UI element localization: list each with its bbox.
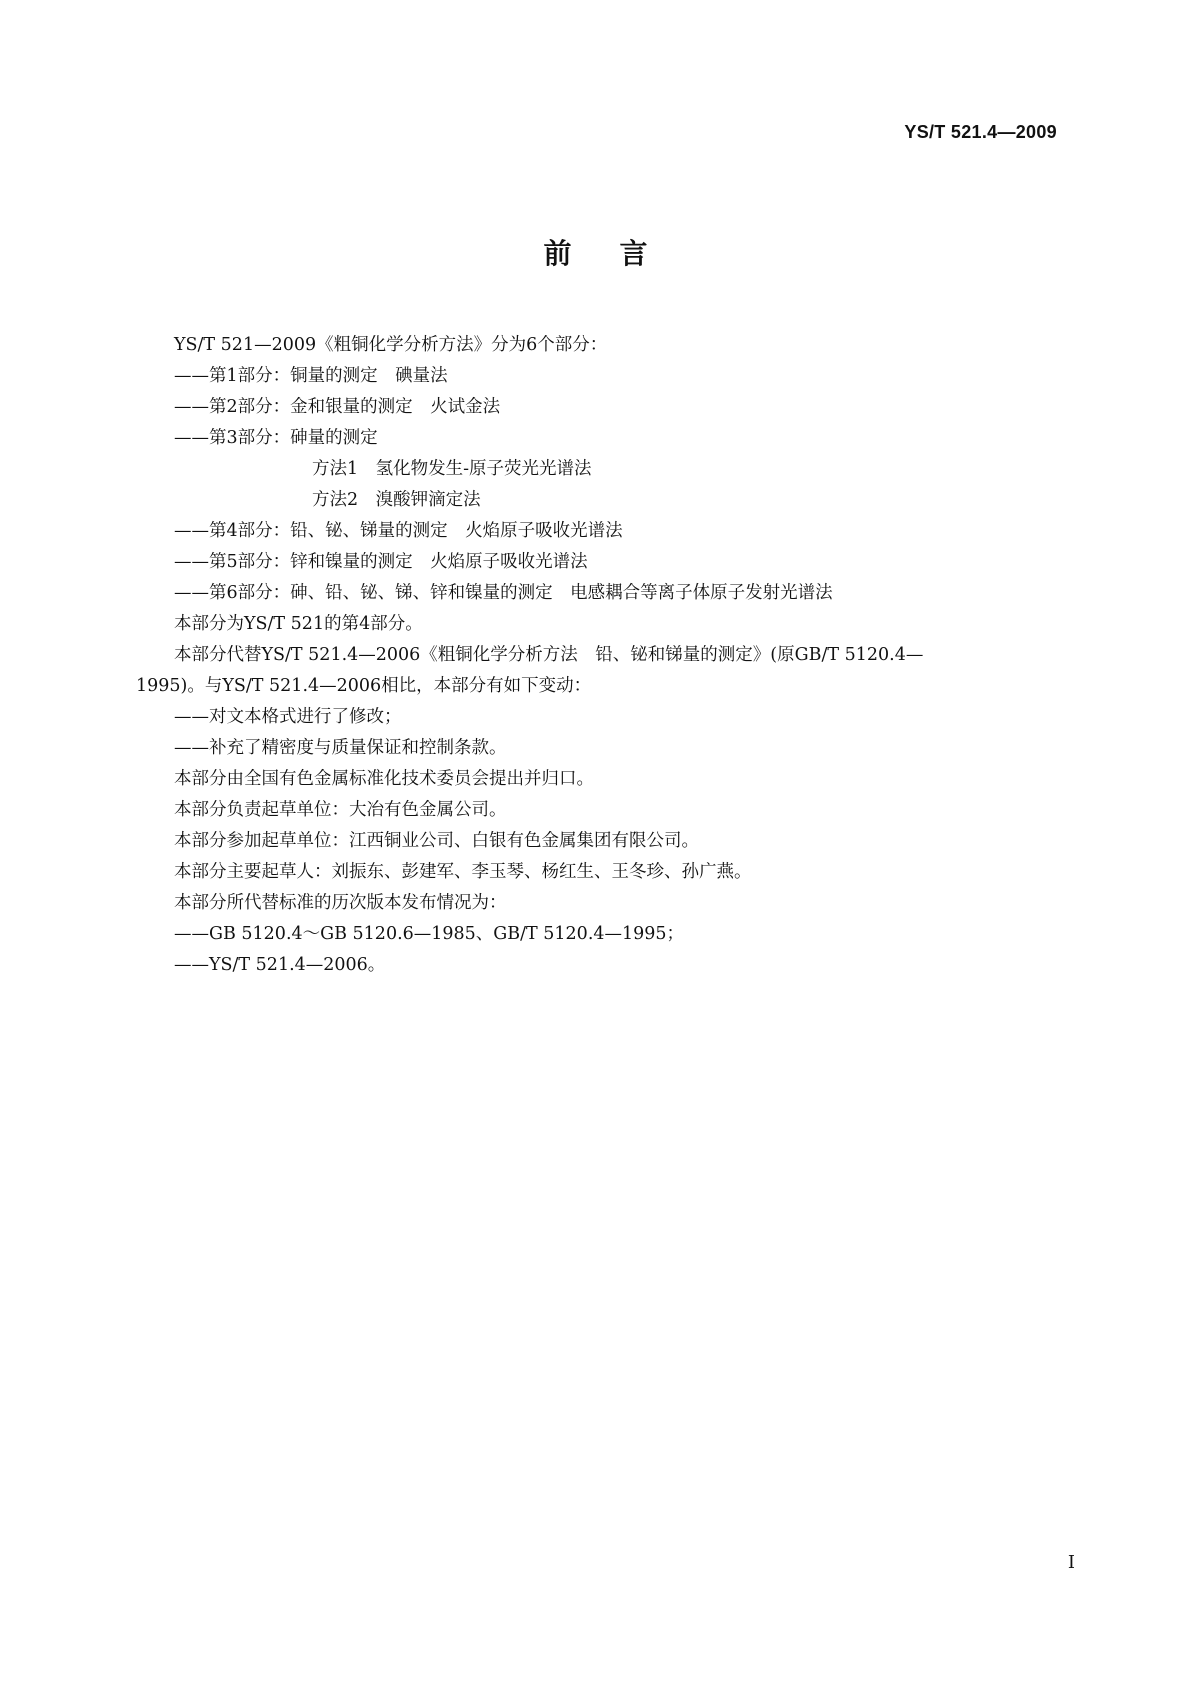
part-item-2: ——第2部分：金和银量的测定 火试金法 [174, 397, 501, 417]
standard-code: YS/T 521.4—2009 [904, 122, 1057, 142]
part3-method-2: 方法2 溴酸钾滴定法 [312, 490, 481, 510]
intro-paragraph: YS/T 521—2009《粗铜化学分析方法》分为6个部分： [174, 335, 608, 355]
drafted-by-paragraph: 本部分负责起草单位：大冶有色金属公司。 [174, 800, 507, 820]
change-item-1: ——对文本格式进行了修改； [174, 707, 402, 727]
this-part-paragraph: 本部分为YS/T 521的第4部分。 [174, 614, 423, 634]
history-intro-paragraph: 本部分所代替标准的历次版本发布情况为： [174, 893, 507, 913]
proposed-by-paragraph: 本部分由全国有色金属标准化技术委员会提出并归口。 [174, 769, 594, 789]
part-item-5: ——第5部分：锌和镍量的测定 火焰原子吸收光谱法 [174, 552, 588, 572]
replaces-paragraph-line2: 1995)。与YS/T 521.4—2006相比，本部分有如下变动： [136, 676, 592, 696]
history-item-2: ——YS/T 521.4—2006。 [174, 955, 386, 975]
history-item-1: ——GB 5120.4～GB 5120.6—1985、GB/T 5120.4—1995； [174, 924, 685, 944]
drafters-paragraph: 本部分主要起草人：刘振东、彭建军、李玉琴、杨红生、王冬珍、孙广燕。 [174, 862, 752, 882]
part-item-1: ——第1部分：铜量的测定 碘量法 [174, 366, 448, 386]
part3-method-1: 方法1 氢化物发生-原子荧光光谱法 [312, 459, 592, 479]
part-item-4: ——第4部分：铅、铋、锑量的测定 火焰原子吸收光谱法 [174, 521, 623, 541]
page-title: 前言 [543, 237, 696, 270]
participating-paragraph: 本部分参加起草单位：江西铜业公司、白银有色金属集团有限公司。 [174, 831, 699, 851]
part-item-6: ——第6部分：砷、铅、铋、锑、锌和镍量的测定 电感耦合等离子体原子发射光谱法 [174, 583, 833, 603]
page-number: I [1067, 1552, 1075, 1573]
foreword-body [136, 330, 1066, 981]
change-item-2: ——补充了精密度与质量保证和控制条款。 [174, 738, 507, 758]
part-item-3: ——第3部分：砷量的测定 [174, 428, 378, 448]
replaces-paragraph-line1: 本部分代替YS/T 521.4—2006《粗铜化学分析方法 铅、铋和锑量的测定》(原GB/T 5120.4— [174, 645, 924, 665]
